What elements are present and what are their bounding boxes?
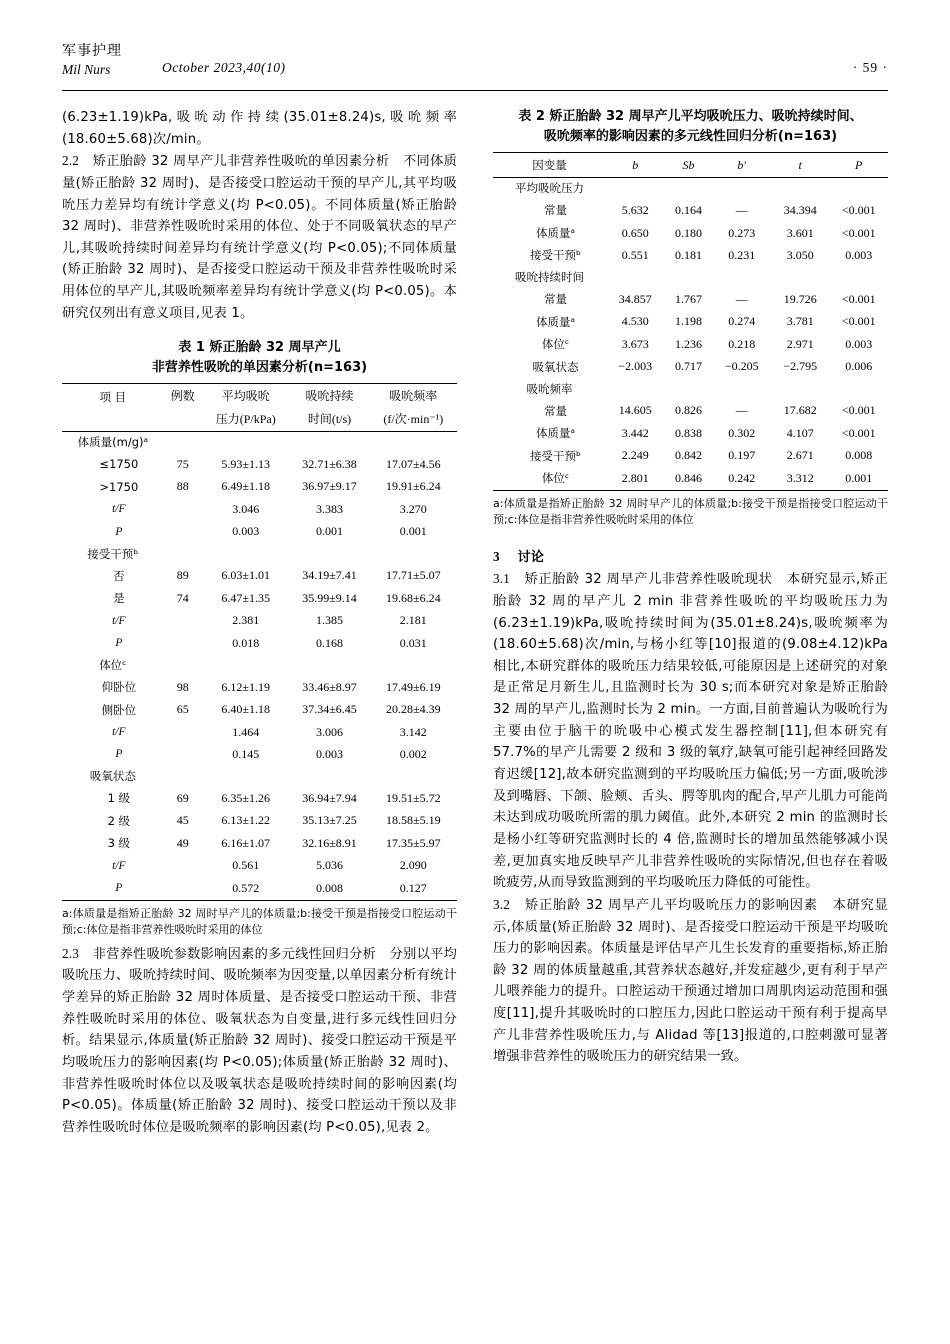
table-cell: 0.006: [845, 359, 873, 374]
table-cell: [771, 267, 829, 289]
table-cell: 98: [176, 679, 189, 694]
table-cell: [370, 655, 457, 677]
table-cell: 0.242: [728, 470, 756, 485]
journal-name-cn: 军事护理: [62, 43, 122, 59]
table-cell: 0.003: [845, 336, 873, 351]
table-cell: 37.34±6.45: [302, 702, 357, 717]
table-cell: [164, 632, 202, 654]
table-2-title-line2: 吸吮频率的影响因素的多元线性回归分析(n=163): [543, 128, 838, 144]
table-cell: [370, 543, 457, 565]
table-row: [62, 565, 457, 587]
row-label: 体质量ᵃ: [536, 314, 576, 329]
row-label: 3 级: [107, 836, 131, 851]
table-cell: 49: [176, 835, 189, 850]
table-row: [62, 498, 457, 520]
table-1-header-cell: 时间(t/s): [307, 411, 352, 426]
table-cell: 3.050: [786, 247, 814, 262]
section-3-number: 3: [493, 548, 500, 564]
table-cell: 32.16±8.91: [302, 835, 357, 850]
table-cell: 34.19±7.41: [302, 568, 357, 583]
section-3-1-number: 3.1: [493, 571, 511, 587]
table-cell: 2.181: [399, 613, 427, 628]
table-cell: [202, 431, 290, 453]
table-2-header-cell: b: [632, 158, 639, 172]
table-cell: 36.97±9.17: [302, 479, 357, 494]
table-cell: [164, 655, 202, 677]
table-cell: 0.846: [674, 470, 702, 485]
row-label: P: [115, 882, 123, 895]
table-cell: 0.838: [674, 425, 702, 440]
table-cell: −2.795: [783, 359, 818, 374]
table-2-header-cell: P: [855, 158, 863, 172]
table-cell: 19.726: [783, 292, 817, 306]
table-cell: 0.018: [232, 635, 260, 650]
table-1-header-cell: (f/次·min⁻¹): [383, 411, 444, 426]
table-cell: 6.35±1.26: [221, 791, 270, 806]
right-column: [493, 107, 888, 1138]
table-cell: −2.003: [618, 359, 653, 374]
table-row: [62, 877, 457, 900]
row-label: 体位ᶜ: [99, 658, 127, 673]
section-2-2: [62, 150, 457, 324]
row-label: 接受干预ᵇ: [530, 448, 581, 463]
journal-name-en: Mil Nurs: [62, 62, 111, 77]
row-label: t/F: [112, 614, 126, 627]
table-2-header-cell: b′: [737, 158, 747, 172]
table-cell: 17.71±5.07: [385, 568, 441, 583]
table-cell: 0.003: [316, 746, 344, 761]
table-cell: 1.385: [316, 613, 344, 628]
table-row: [62, 699, 457, 721]
table-cell: 3.383: [316, 501, 344, 516]
table-1-header-cell: [62, 408, 164, 431]
table-cell: 17.35±5.97: [385, 835, 441, 850]
table-cell: −0.205: [724, 359, 759, 374]
table-cell: [164, 610, 202, 632]
table-row: [62, 543, 457, 565]
section-3-1: [493, 568, 888, 894]
table-cell: <0.001: [841, 403, 876, 418]
table-cell: <0.001: [841, 225, 876, 240]
table-row: [62, 810, 457, 832]
table-cell: [202, 543, 290, 565]
page-header: [62, 38, 888, 91]
table-cell: [164, 766, 202, 788]
table-cell: <0.001: [841, 314, 876, 329]
table-cell: [665, 267, 713, 289]
section-2-2-body: 不同体质量(矫正胎龄 32 周时)、是否接受口腔运动干预的早产儿,其平均吸吮压力差异均有统计学意义(均 P<0.05)。不同体质量(矫正胎龄 32 周时)、非营养性吸吮时采用的体位、处于不同吸氧状态的早产儿,其吸吮持续时间差异均有统计学意义(均 P<0.05);不同体质量(矫正胎龄 32 周时)、是否接受口腔运动干预及非营养性吸吮时采用体位的早产儿,其吸吮频率差异均有统计学意义(均 P<0.05)。本研究仅列出有意义项目,见表 1。: [62, 154, 457, 321]
table-1-header-cell: 平均吸吮: [221, 389, 270, 404]
table-cell: 1.198: [674, 314, 702, 329]
table-row: [493, 445, 888, 467]
table-cell: 0.181: [674, 247, 702, 262]
table-row: [493, 378, 888, 400]
table-cell: 17.49±6.19: [385, 679, 441, 694]
table-1-header-cell: 吸吮持续: [305, 389, 354, 404]
table-1-note: a:体质量是指矫正胎龄 32 周时早产儿的体质量;b:接受干预是指接受口腔运动干预;c:体位是指非营养性吸吮时采用的体位: [62, 906, 457, 937]
table-cell: 3.142: [399, 724, 427, 739]
table-cell: 17.07±4.56: [385, 456, 441, 471]
table-cell: 19.68±6.24: [385, 590, 441, 605]
section-2-2-number: 2.2: [62, 153, 80, 169]
table-1-grid: [62, 383, 457, 900]
table-cell: [164, 721, 202, 743]
table-1-body: [62, 431, 457, 900]
table-row: [493, 311, 888, 333]
table-row: [493, 177, 888, 199]
table-cell: 35.13±7.25: [302, 813, 357, 828]
table-cell: 0.008: [316, 880, 344, 895]
table-cell: [289, 431, 369, 453]
table-row: [493, 333, 888, 355]
table-row: [62, 855, 457, 877]
row-label: 吸吮频率: [526, 381, 573, 396]
table-cell: 6.12±1.19: [221, 679, 270, 694]
table-cell: 1.464: [232, 724, 260, 739]
table-cell: 0.273: [728, 225, 756, 240]
table-cell: [164, 877, 202, 900]
table-1-header-cell: 吸吮频率: [389, 389, 438, 404]
table-cell: 3.312: [786, 470, 814, 485]
row-label: 平均吸吮压力: [515, 181, 584, 196]
row-label: 体位ᶜ: [541, 337, 570, 352]
table-cell: 14.605: [618, 403, 652, 418]
table-cell: 0.001: [845, 470, 873, 485]
table-cell: 0.001: [399, 524, 427, 539]
table-cell: 0.572: [232, 880, 260, 895]
table-cell: —: [735, 292, 748, 306]
table-cell: [712, 378, 770, 400]
issue-info: October 2023,40(10): [162, 60, 286, 75]
table-cell: 0.302: [728, 425, 756, 440]
row-label: 接受干预ᵇ: [87, 546, 139, 561]
table-cell: [829, 267, 888, 289]
table-cell: [606, 378, 664, 400]
table-cell: 0.231: [728, 247, 756, 262]
row-label: 仰卧位: [101, 680, 137, 695]
table-row: [62, 610, 457, 632]
table-cell: 6.40±1.18: [221, 702, 270, 717]
row-label: P: [115, 637, 123, 649]
table-cell: 45: [176, 813, 189, 828]
table-2: [493, 107, 888, 529]
row-label: 2 级: [107, 813, 131, 828]
row-label: 吸吮持续时间: [515, 270, 584, 285]
table-cell: 0.002: [399, 746, 427, 761]
table-cell: 6.03±1.01: [221, 568, 270, 583]
table-row: [62, 521, 457, 543]
table-row: [493, 244, 888, 266]
table-cell: 0.717: [674, 359, 702, 374]
table-cell: 0.842: [674, 448, 702, 463]
row-label: t/F: [112, 725, 126, 738]
table-cell: 0.826: [674, 403, 702, 418]
table-2-header-cell: 因变量: [532, 158, 567, 173]
row-label: >1750: [99, 479, 139, 494]
table-row: [62, 788, 457, 810]
row-label: ≤1750: [99, 457, 139, 472]
section-2-3: [62, 943, 457, 1139]
table-cell: 0.650: [621, 225, 649, 240]
table-row: [493, 200, 888, 222]
section-3-2-body: 本研究显示,体质量(矫正胎龄 32 周时)、是否接受口腔运动干预是平均吸吮压力的影响因素。体质量是评估早产儿生长发育的重要指标,矫正胎龄 32 周的体质量越重,其营养状态越好,并发症越少,更有利于早产儿喂养能力的提升。口腔运动干预通过增加口周肌肉运动范围和强度[11],提升其吸吮时的口腔压力,因此口腔运动干预有利于提高早产儿非营养性吸吮压力,与 Alidad 等[13]报道的,口腔刺激可显著增强非营养性的吸吮压力的研究结果一致。: [493, 897, 889, 1065]
table-cell: 0.180: [674, 225, 702, 240]
table-row: [62, 676, 457, 698]
table-cell: 0.164: [674, 203, 702, 218]
table-cell: [289, 766, 369, 788]
page-number: · 59 ·: [852, 60, 888, 75]
table-cell: [202, 655, 290, 677]
table-1-header-cell: 压力(P/kPa): [215, 411, 276, 426]
row-label: 侧卧位: [101, 702, 137, 717]
table-cell: 2.801: [621, 470, 649, 485]
table-cell: [606, 177, 664, 199]
row-label: t/F: [112, 503, 126, 516]
table-2-note: a:体质量是指矫正胎龄 32 周时早产儿的体质量;b:接受干预是指接受口腔运动干预;c:体位是指非营养性吸吮时采用的体位: [493, 496, 888, 527]
table-1-header-cell: [164, 408, 202, 431]
table-cell: 6.13±1.22: [221, 813, 270, 828]
table-cell: [164, 743, 202, 765]
section-3-title: 讨论: [517, 549, 545, 565]
row-label: 是: [113, 591, 125, 606]
table-cell: 2.671: [786, 448, 814, 463]
row-label: 吸氧状态: [532, 359, 579, 374]
table-cell: [712, 267, 770, 289]
row-label: 1 级: [107, 791, 131, 806]
table-cell: 1.767: [674, 292, 702, 306]
table-cell: [606, 267, 664, 289]
left-column: [62, 107, 457, 1138]
table-cell: [289, 543, 369, 565]
row-label: P: [115, 525, 123, 538]
table-cell: 0.551: [621, 247, 649, 262]
two-column-body: [62, 107, 888, 1138]
row-label: 吸氧状态: [89, 769, 136, 784]
table-cell: 0.561: [232, 858, 260, 873]
table-cell: 0.127: [399, 880, 427, 895]
table-2-title-line1: 表 2 矫正胎龄 32 周早产儿平均吸吮压力、吸吮持续时间、: [518, 109, 863, 124]
table-row: [62, 431, 457, 453]
table-row: [493, 356, 888, 378]
row-label: 常量: [544, 203, 567, 218]
row-label: 接受干预ᵇ: [530, 248, 581, 263]
table-cell: 0.001: [316, 524, 344, 539]
table-cell: 19.91±6.24: [385, 479, 441, 494]
row-label: P: [115, 748, 123, 761]
row-label: 体位ᶜ: [541, 471, 570, 486]
section-3-2-number: 3.2: [493, 896, 511, 912]
table-cell: 35.99±9.14: [302, 590, 357, 605]
table-2-header-cell: Sb: [682, 158, 695, 172]
table-cell: <0.001: [841, 292, 876, 306]
table-cell: [829, 378, 888, 400]
table-cell: [164, 431, 202, 453]
table-cell: 34.857: [618, 292, 652, 306]
table-cell: 2.381: [232, 613, 260, 628]
table-cell: [771, 378, 829, 400]
row-label: 常量: [544, 403, 567, 418]
section-2-3-body: 分别以平均吸吮压力、吸吮持续时间、吸吮频率为因变量,以单因素分析有统计学差异的矫正胎龄 32 周时体质量、是否接受口腔运动干预、非营养性吸吮时采用的体位、吸氧状态为自变量,进行多元线性回归分析。结果显示,体质量(矫正胎龄 32 周时)、接受口腔运动干预是平均吸吮压力的影响因素(均 P<0.05);体质量(矫正胎龄 32 周时)、非营养性吸吮时体位以及吸氧状态是吸吮持续时间的影响因素(均 P<0.05)。体质量(矫正胎龄 32 周时)、接受口腔运动干预以及非营养性吸吮时体位是吸吮频率的影响因素(均 P<0.05),见表 2。: [62, 946, 457, 1135]
table-cell: 0.168: [316, 635, 344, 650]
section-3-1-title: 矫正胎龄 32 周早产儿非营养性吸吮现状: [524, 572, 773, 588]
table-row: [493, 289, 888, 311]
table-cell: [164, 498, 202, 520]
table-cell: <0.001: [841, 425, 876, 440]
table-cell: [370, 766, 457, 788]
table-cell: 3.006: [316, 724, 344, 739]
table-cell: 3.781: [786, 314, 814, 329]
table-cell: [164, 521, 202, 543]
table-cell: 32.71±6.38: [302, 456, 357, 471]
table-cell: [370, 431, 457, 453]
table-row: [62, 476, 457, 498]
table-cell: 65: [176, 702, 189, 717]
table-cell: 4.107: [786, 425, 814, 440]
table-cell: 18.58±5.19: [385, 813, 441, 828]
table-cell: 2.090: [399, 858, 427, 873]
row-label: 体质量(m/g)ᵃ: [77, 435, 148, 450]
table-2-header-cell: t: [798, 158, 802, 172]
row-label: 体质量ᵃ: [536, 426, 576, 441]
table-row: [62, 721, 457, 743]
table-cell: 75: [176, 456, 189, 471]
table-cell: 3.601: [786, 225, 814, 240]
table-cell: 0.003: [845, 247, 873, 262]
table-cell: —: [735, 403, 748, 418]
table-cell: <0.001: [841, 203, 876, 218]
table-cell: [164, 543, 202, 565]
table-1-header-cell: 例数: [170, 389, 195, 404]
table-cell: 5.93±1.13: [221, 456, 270, 471]
table-1-title-line1: 表 1 矫正胎龄 32 周早产儿: [178, 340, 341, 356]
table-cell: 6.16±1.07: [221, 835, 270, 850]
row-label: 常量: [544, 292, 567, 307]
table-cell: 0.197: [728, 448, 756, 463]
table-cell: [164, 855, 202, 877]
table-cell: 6.49±1.18: [221, 479, 270, 494]
table-cell: 19.51±5.72: [385, 791, 441, 806]
row-label: 否: [113, 568, 125, 583]
table-cell: 69: [176, 791, 189, 806]
table-row: [62, 743, 457, 765]
table-cell: 5.036: [316, 858, 344, 873]
table-cell: 33.46±8.97: [302, 679, 357, 694]
table-cell: 2.249: [621, 448, 649, 463]
table-cell: 6.47±1.35: [221, 590, 270, 605]
table-cell: [202, 766, 290, 788]
table-row: [62, 766, 457, 788]
section-2-3-number: 2.3: [62, 945, 80, 961]
table-1-title-line2: 非营养性吸吮的单因素分析(n=163): [151, 359, 368, 375]
table-cell: [289, 655, 369, 677]
table-1-header-cell: 项 目: [99, 389, 127, 404]
section-3-2: [493, 894, 888, 1068]
paragraph-intro: (6.23±1.19)kPa,吸吮动作持续(35.01±8.24)s,吸吮频率(18.60±5.68)次/min。: [62, 110, 457, 147]
table-2-body: [493, 177, 888, 490]
table-cell: 4.530: [621, 314, 649, 329]
table-cell: 20.28±4.39: [385, 702, 441, 717]
table-row: [62, 453, 457, 475]
table-row: [62, 632, 457, 654]
table-cell: 89: [176, 568, 189, 583]
row-label: 体质量ᵃ: [536, 225, 576, 240]
table-cell: [771, 177, 829, 199]
table-2-grid: [493, 152, 888, 491]
table-cell: 17.682: [783, 403, 817, 418]
table-cell: 0.274: [728, 314, 756, 329]
table-cell: 3.673: [621, 336, 649, 351]
table-1: [62, 338, 457, 938]
section-3-1-body: 本研究显示,矫正胎龄 32 周的早产儿 2 min 非营养性吸吮的平均吸吮压力为(6.23±1.19)kPa,吸吮持续时间为(35.01±8.24)s,吸吮频率为(18.60±5.68)次/min,与杨小红等[10]报道的(9.08±4.12)kPa 相比,本研究群体的吸吮压力结果较低,可能原因是上述研究的对象是正常足月新生儿,且监测时长为 30 s;而本研究对象是矫正胎龄 32 周的早产儿,监测时长为 2 min。一方面,目前普遍认为吸吮行为主要由位于脑干的吮吸中心模式发生器控制[11],但本研究有 57.7%的早产儿需要 2 级和 3 级的氧疗,缺氧可能引起神经回路发育迟缓[12],故本研究监测到的平均吸吮压力偏低;另一方面,吸吮涉及到嘴唇、下颌、脸颊、舌头、腭等肌肉的配合,早产儿肌力可能尚未达到成功吸吮所需的肌力阈值。此外,本研究 2 min 的监测时长是杨小红等研究监测时长的 4 倍,监测时长的增加虽然能够减小误差,更加真实地反映早产儿非营养性吸吮的实际情况,但也存在着吸吮疲劳,从而导致监测到的平均吸吮压力降低的可能性。: [493, 572, 888, 891]
row-label: t/F: [112, 859, 126, 872]
section-3-2-title: 矫正胎龄 32 周早产儿平均吸吮压力的影响因素: [525, 897, 818, 913]
section-3: [493, 546, 888, 569]
table-row: [62, 832, 457, 854]
table-cell: 3.046: [232, 501, 260, 516]
table-row: [62, 587, 457, 609]
table-cell: 36.94±7.94: [302, 791, 357, 806]
table-cell: [712, 177, 770, 199]
table-cell: 0.031: [399, 635, 427, 650]
section-2-3-title: 非营养性吸吮参数影响因素的多元线性回归分析: [92, 946, 377, 962]
table-cell: 5.632: [621, 203, 649, 218]
table-cell: 0.145: [232, 746, 260, 761]
table-cell: 88: [176, 479, 189, 494]
table-row: [493, 467, 888, 490]
table-row: [493, 267, 888, 289]
table-row: [493, 222, 888, 244]
table-row: [493, 400, 888, 422]
table-cell: 2.971: [786, 336, 814, 351]
table-row: [62, 655, 457, 677]
table-cell: 0.008: [845, 448, 873, 463]
table-cell: 1.236: [674, 336, 702, 351]
table-row: [493, 422, 888, 444]
table-cell: 0.218: [728, 336, 756, 351]
table-cell: 34.394: [783, 203, 817, 218]
table-cell: 3.442: [621, 425, 649, 440]
table-cell: [829, 177, 888, 199]
table-cell: 3.270: [399, 501, 427, 516]
table-cell: [665, 177, 713, 199]
table-cell: —: [735, 203, 748, 218]
table-cell: [665, 378, 713, 400]
section-2-2-title: 矫正胎龄 32 周早产儿非营养性吸吮的单因素分析: [92, 154, 390, 170]
table-cell: 0.003: [232, 524, 260, 539]
table-cell: 74: [176, 590, 189, 605]
